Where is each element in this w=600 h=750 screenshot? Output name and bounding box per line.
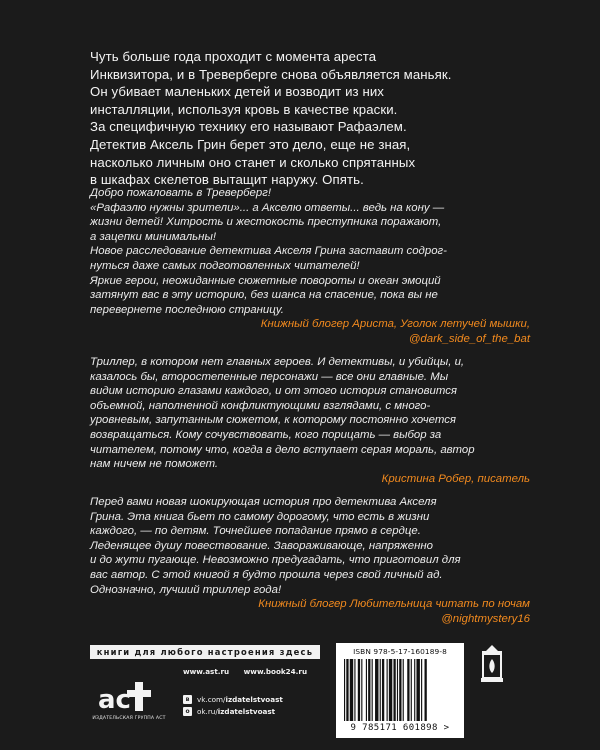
review-line: а зацепки минимальны! — [90, 230, 216, 243]
website-link[interactable]: www.book24.ru — [243, 667, 308, 676]
review-line: Леденящее душу повествование. Завораживающе, напряженно — [90, 539, 433, 552]
review-line: нуться даже самых подготовленных читателей! — [90, 259, 360, 272]
synopsis-line: насколько личным оно станет и сколько спрятанных — [90, 154, 416, 170]
synopsis-line: инсталляции, используя кровь в качестве краски. — [90, 101, 398, 117]
website-link[interactable]: www.ast.ru — [183, 667, 230, 676]
review-line: нам ничем не поможет. — [90, 458, 219, 471]
synopsis-line: За специфичную технику его называют Рафаэлем. — [90, 119, 407, 135]
review-credit: Книжный блогер Любительница читать по ночам — [258, 598, 530, 611]
synopsis-line: Детектив Аксель Грин берет это дело, еще не зная, — [90, 136, 411, 152]
review-credit: Книжный блогер Ариста, Уголок летучей мышки, — [260, 318, 530, 331]
review-line: Грина. Эта книга бьет по самому дорогому, что есть в жизни — [90, 510, 430, 523]
svg-text:ac: ac — [98, 685, 131, 715]
isbn-number: ISBN 978-5-17-160189-8 — [353, 647, 447, 656]
publisher-caption: ИЗДАТЕЛЬСКАЯ ГРУППА АСТ — [92, 716, 166, 721]
barcode-bars-icon — [342, 659, 458, 721]
review-credit: Кристина Робер, писатель — [381, 472, 530, 485]
review-line: вас автор. С этой книгой я будто прошла через свой личный ад. — [90, 568, 443, 581]
review-line: Однозначно, лучший триллер года! — [90, 583, 282, 596]
review-line: и до жути пугающе. Невозможно предугадать, что приготовил для — [90, 554, 461, 567]
review-line: «Рафаэлю нужны зрители»... а Акселю ответы... ведь на кону — — [90, 201, 445, 214]
social-link-vk[interactable] — [183, 693, 283, 705]
review-line: Новое расследование детектива Акселя Грина заставит содрог- — [90, 245, 447, 258]
review-line: каждого, — по детям. Точнейшее попадание прямо в сердце. — [90, 525, 421, 538]
synopsis-line: в шкафах скелетов вытащит наружу. Опять. — [90, 172, 364, 188]
synopsis-line: Он убивает маленьких детей и возводит из них — [90, 84, 384, 100]
review-line: Добро пожаловать в Треверберг! — [90, 187, 272, 199]
synopsis — [90, 48, 550, 189]
review-credit-handle: @dark_side_of_the_bat — [408, 332, 530, 345]
review-line: Яркие герои, неожиданные сюжетные повороты и океан эмоций — [90, 274, 441, 287]
review-line: затянут вас в эту историю, без шанса на спасение, пока вы не — [90, 289, 438, 302]
review-line: уровневым, запутанным сюжетом, к которому постоянно хочется — [90, 414, 456, 427]
barcode-digits: 9 785171 601898 > — [350, 723, 450, 733]
review-line: жизни детей! Хитрость и жестокость преступника поражают, — [90, 216, 442, 229]
review-line: видим историю глазами каждого, и от этого история становится — [90, 385, 457, 398]
review-nightmystery — [90, 495, 530, 626]
vk-icon: в — [183, 695, 192, 704]
ok-icon: о — [183, 707, 192, 716]
publisher-websites — [183, 667, 319, 676]
social-prefix: ok.ru/ — [197, 706, 218, 716]
review-line: объемной, наполненной конфликтующими взглядами, с много- — [90, 399, 431, 412]
review-line: перевернете последнюю страницу. — [90, 303, 284, 316]
social-links — [183, 693, 283, 717]
synopsis-line: Чуть больше года проходит с момента ареста — [90, 49, 377, 64]
lantern-icon — [474, 643, 510, 687]
review-line: Перед вами новая шокирующая история про детектива Акселя — [90, 496, 437, 508]
review-kristina-rober — [90, 355, 530, 486]
review-arista — [90, 186, 530, 347]
review-line: Триллер, в котором нет главных героев. И детективы, и убийцы, и, — [90, 356, 465, 368]
social-handle: izdatelstvoast — [225, 694, 283, 704]
social-prefix: vk.com/ — [197, 694, 226, 704]
review-line: возвращаться. Кому сочувствовать, кого порицать — выбор за — [90, 428, 442, 441]
review-credit-handle: @nightmystery16 — [441, 612, 530, 625]
social-link-ok[interactable] — [183, 705, 283, 717]
synopsis-line: Инквизитора, и в Треверберге снова объявляется маньяк. — [90, 66, 452, 82]
tagline-banner: книги для любого настроения здесь — [90, 645, 320, 659]
social-handle: izdatelstvoast — [217, 706, 276, 716]
review-line: казалось бы, второстепенные персонажи — все они главные. Мы — [90, 370, 449, 383]
review-line: читателем, потому что, когда в дело вступает серая мораль, автор — [90, 443, 475, 456]
barcode — [336, 643, 464, 738]
